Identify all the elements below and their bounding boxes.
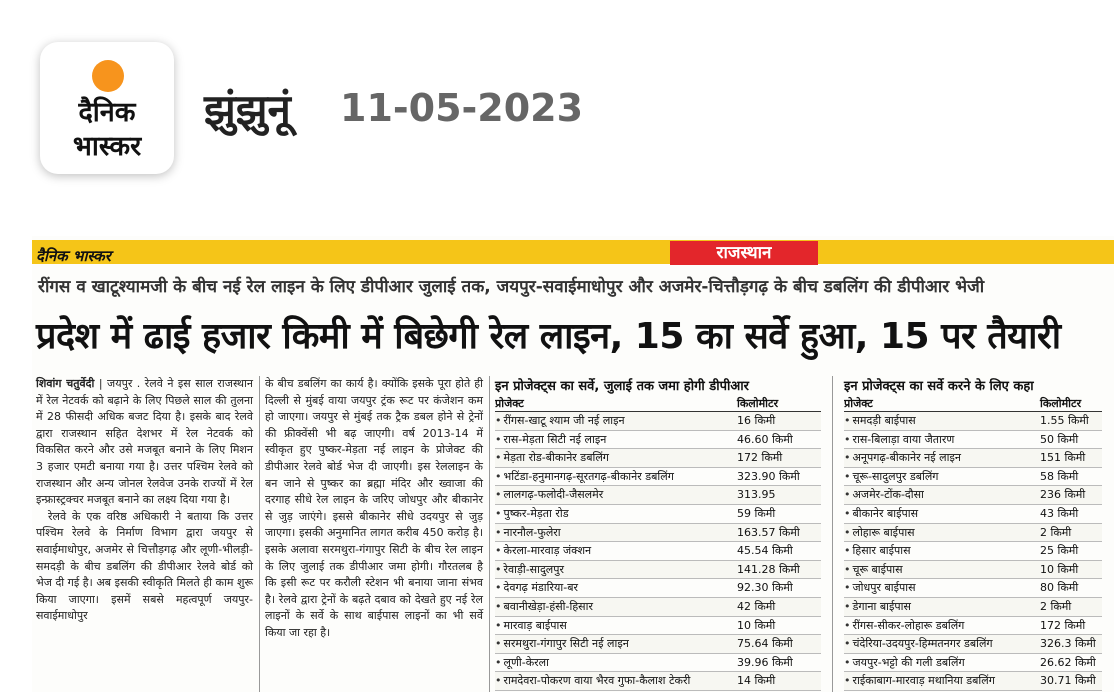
project-km: 14 किमी xyxy=(737,674,776,688)
project-name xyxy=(844,505,1040,523)
project-km: 172 किमी xyxy=(737,451,783,465)
project-km: 2 किमी xyxy=(1040,525,1072,539)
bullet-icon: • xyxy=(495,655,502,669)
project-name-text: जयपुर-भट्टो की गली डबलिंग xyxy=(852,655,965,669)
bullet-icon: • xyxy=(844,451,851,465)
table-row xyxy=(495,524,821,543)
col-header-project: प्रोजेक्ट xyxy=(495,397,524,410)
project-name-text: डेगाना बाईपास xyxy=(852,599,911,613)
project-name xyxy=(495,617,737,635)
project-name xyxy=(495,598,737,616)
project-km: 75.64 किमी xyxy=(737,637,793,651)
project-name xyxy=(495,561,737,579)
bullet-icon: • xyxy=(495,618,502,632)
column-divider xyxy=(259,376,260,692)
bullet-icon: • xyxy=(844,581,851,595)
table-body xyxy=(495,412,821,691)
dainik-bhaskar-logo[interactable] xyxy=(40,42,174,174)
article-column-1 xyxy=(36,376,253,625)
project-km: 50 किमी xyxy=(1040,432,1079,446)
project-name-text: लूणी-केरला xyxy=(503,655,549,669)
project-km: 39.96 किमी xyxy=(737,655,793,669)
table-row xyxy=(495,561,821,580)
bullet-icon: • xyxy=(495,562,502,576)
project-name-text: लालगढ़-फलोदी-जैसलमेर xyxy=(503,488,604,502)
table-row xyxy=(495,486,821,505)
bullet-icon: • xyxy=(844,674,851,688)
bullet-icon: • xyxy=(844,599,851,613)
bullet-icon: • xyxy=(844,488,851,502)
bullet-icon: • xyxy=(844,506,851,520)
project-km: 43 किमी xyxy=(1040,506,1079,520)
project-name xyxy=(844,524,1040,542)
project-name-text: सरमथुरा-गंगापुर सिटी नई लाइन xyxy=(503,637,629,651)
project-name-text: समदड़ी बाईपास xyxy=(852,414,916,427)
sun-icon xyxy=(92,60,124,92)
project-km: 2 किमी xyxy=(1040,599,1072,613)
project-km: 163.57 किमी xyxy=(737,525,800,539)
table-row xyxy=(844,449,1102,468)
project-name xyxy=(844,449,1040,467)
project-name-text: लोहारू बाईपास xyxy=(852,525,915,539)
project-km: 92.30 किमी xyxy=(737,581,793,595)
project-name-text: चूरू बाईपास xyxy=(852,562,903,576)
col-header-km: किलोमीटर xyxy=(737,397,779,410)
col-header-project: प्रोजेक्ट xyxy=(844,397,873,410)
edition-city: झुंझुनूं xyxy=(204,85,291,134)
article-kicker: रींगस व खाटूश्यामजी के बीच नई रेल लाइन के लिए डीपीआर जुलाई तक, जयपुर-सवाईमाधोपुर और अजमेर-चित्तौड़गढ़ के बीच डबलिंग की डीपीआर भेजी xyxy=(38,277,985,297)
table-row xyxy=(844,617,1102,636)
project-km: 59 किमी xyxy=(737,506,776,520)
project-km: 42 किमी xyxy=(737,599,776,613)
table-row xyxy=(495,635,821,654)
bullet-icon: • xyxy=(495,432,502,446)
app-header xyxy=(0,0,1114,235)
bullet-icon: • xyxy=(495,488,502,502)
project-name xyxy=(844,431,1040,449)
table-row xyxy=(844,468,1102,487)
project-name-text: रेवाड़ी-सादुलपुर xyxy=(503,562,564,576)
table-row xyxy=(495,505,821,524)
table-row xyxy=(844,598,1102,617)
project-km: 313.95 xyxy=(737,488,776,502)
project-name-text: चूरू-सादुलपुर डबलिंग xyxy=(852,469,939,483)
project-name xyxy=(495,524,737,542)
bullet-icon: • xyxy=(844,525,851,539)
bullet-icon: • xyxy=(495,469,502,483)
project-name-text: मेड़ता रोड-बीकानेर डबलिंग xyxy=(503,451,609,465)
bullet-icon: • xyxy=(844,562,851,576)
project-name-text: अजमेर-टोंक-दौसा xyxy=(852,488,924,502)
bullet-icon: • xyxy=(844,414,851,427)
page-topband xyxy=(32,240,1114,264)
bullet-icon: • xyxy=(495,581,502,595)
project-name-text: राईकाबाग-मारवाड़ मथानिया डबलिंग xyxy=(852,674,995,688)
bullet-icon: • xyxy=(495,451,502,465)
table-row xyxy=(844,672,1102,691)
project-name xyxy=(495,542,737,560)
project-name-text: रामदेवरा-पोकरण वाया भैरव गुफा-कैलाश टेकरी xyxy=(503,674,691,688)
table-body xyxy=(844,412,1102,691)
bullet-icon: • xyxy=(495,544,502,558)
proposed-survey-table xyxy=(844,376,1102,691)
bullet-icon: • xyxy=(495,637,502,651)
project-name xyxy=(495,579,737,597)
project-name-text: रास-बिलाड़ा वाया जैतारण xyxy=(852,432,955,446)
project-name-text: केरला-मारवाड़ जंक्शन xyxy=(503,544,592,558)
project-km: 236 किमी xyxy=(1040,488,1086,502)
table-row xyxy=(495,449,821,468)
project-name-text: रींगस-सीकर-लोहारू डबलिंग xyxy=(852,618,965,632)
table-row xyxy=(844,486,1102,505)
project-km: 46.60 किमी xyxy=(737,432,793,446)
project-name xyxy=(844,598,1040,616)
project-km: 25 किमी xyxy=(1040,544,1079,558)
project-name xyxy=(844,468,1040,486)
table-row xyxy=(844,579,1102,598)
project-name-text: रींगस-खाटू श्याम जी नई लाइन xyxy=(503,414,625,427)
bullet-icon: • xyxy=(844,637,851,651)
project-name-text: रास-मेड़ता सिटी नई लाइन xyxy=(503,432,607,446)
table-row xyxy=(844,524,1102,543)
project-name-text: देवगढ़ मंडारिया-बर xyxy=(503,581,578,595)
logo-text-line2: भास्कर xyxy=(72,131,142,162)
project-name-text: भटिंडा-हनुमानगढ़-सूरतगढ़-बीकानेर डबलिंग xyxy=(503,469,674,483)
project-name-text: चंदेरिया-उदयपुर-हिम्मतनगर डबलिंग xyxy=(852,637,993,651)
table-header xyxy=(495,396,821,412)
project-name xyxy=(844,635,1040,653)
bullet-icon: • xyxy=(495,506,502,520)
table-row xyxy=(844,505,1102,524)
project-km: 10 किमी xyxy=(1040,562,1079,576)
project-name xyxy=(495,654,737,672)
project-km: 1.55 किमी xyxy=(1040,414,1089,427)
table-title: इन प्रोजेक्ट्स का सर्वे करने के लिए कहा xyxy=(844,379,1034,394)
article-column-2 xyxy=(265,376,483,642)
project-name xyxy=(495,431,737,449)
project-km: 80 किमी xyxy=(1040,581,1079,595)
project-km: 16 किमी xyxy=(737,414,776,427)
project-name xyxy=(495,635,737,653)
table-title: इन प्रोजेक्ट्स का सर्वे, जुलाई तक जमा होगी डीपीआर xyxy=(495,379,749,394)
table-row xyxy=(495,672,821,691)
table-row xyxy=(844,542,1102,561)
edition-date: 11-05-2023 xyxy=(340,86,584,130)
project-km: 151 किमी xyxy=(1040,451,1086,465)
project-km: 326.3 किमी xyxy=(1040,637,1096,651)
project-name xyxy=(495,468,737,486)
project-name-text: मारवाड़ बाईपास xyxy=(503,618,567,632)
bullet-icon: • xyxy=(844,544,851,558)
section-label: राजस्थान xyxy=(670,241,818,265)
project-name-text: पुष्कर-मेड़ता रोड xyxy=(503,506,569,520)
table-row xyxy=(495,468,821,487)
table-row xyxy=(495,579,821,598)
project-name-text: बीकानेर बाईपास xyxy=(852,506,919,520)
survey-projects-table xyxy=(495,376,821,691)
logo-text-line1: दैनिक xyxy=(78,97,136,128)
bullet-icon: • xyxy=(495,599,502,613)
col-header-km: किलोमीटर xyxy=(1040,397,1082,410)
project-name xyxy=(844,672,1040,690)
project-name xyxy=(844,542,1040,560)
project-name xyxy=(844,579,1040,597)
bullet-icon: • xyxy=(844,655,851,669)
article-paragraph: के बीच डबलिंग का कार्य है। क्योंकि इसके पूरा होते ही दिल्ली से मुंबई वाया जयपुर ट्रंक रूट पर कंजेशन कम हो जाएगा। जयपुर से मुंबई तक ट्रैक डबल होने से ट्रेनों की फ्रीक्वेंसी भी बढ़ जाएगी। वर्ष 2013-14 में स्वीकृत हुए पुष्कर-मेड़ता नई लाइन के प्रोजेक्ट की डीपीआर रेलवे बोर्ड भेज दी जाएगी। इस रेललाइन के बन जाने से पुष्कर का ब्रह्मा मंदिर और ख्वाजा की दरगाह सीधे रेल लाइन के जरिए जोधपुर और बीकानेर से जुड़ जाएंगे। इससे बीकानेर सीधे उदयपुर से जुड़ जाएगा। इसकी अनुमानित लागत करीब 450 करोड़ है। इसके अलावा सरमथुरा-गंगापुर सिटी के बीच रेल लाइन के लिए जुलाई तक डीपीआर जमा होगी। गौरतलब है कि इसी रूट पर करौली स्टेशन भी बनाया जाना संभव है। रेलवे द्वारा ट्रेनों के बढ़ते दबाव को देखते हुए नई रेल लाइनों के सर्वे के साथ बाईपास लाइनों का भी सर्वे किया जा रहा है। xyxy=(265,377,483,639)
project-km: 323.90 किमी xyxy=(737,469,800,483)
project-name-text: नारनौल-फुलेरा xyxy=(503,525,561,539)
project-name xyxy=(495,505,737,523)
project-name-text: अनूपगढ़-बीकानेर नई लाइन xyxy=(852,451,961,465)
newspaper-page xyxy=(32,236,1114,692)
article-paragraph: | जयपुर . रेलवे ने इस साल राजस्थान में रेल नेटवर्क को बढ़ाने के लिए पिछले साल की तुलना में 28 फीसदी अधिक बजट दिया है। इसके बाद रेलवे द्वारा राजस्थान सहित देशभर में रेल नेटवर्क को विकसित करने और उसे मजबूत बनाने के लिए मिशन 3 हजार एमटी बनाया गया है। उत्तर पश्चिम रेलवे को राजस्थान और अन्य जोनल रेलवेज उनके राज्यों में रेल इन्फ्रास्ट्रक्चर मजबूत बनाने का लक्ष्य दिया गया है। xyxy=(36,377,253,507)
project-name xyxy=(495,412,737,430)
band-brand: दैनिक भास्कर xyxy=(36,247,111,265)
byline: शिवांग चतुर्वेदी xyxy=(36,377,95,390)
table-row xyxy=(495,598,821,617)
table-row xyxy=(495,431,821,450)
table-row xyxy=(495,542,821,561)
project-name-text: बवानीखेड़ा-हंसी-हिसार xyxy=(503,599,593,613)
bullet-icon: • xyxy=(844,618,851,632)
project-name xyxy=(495,449,737,467)
project-name xyxy=(495,672,737,690)
project-name-text: हिसार बाईपास xyxy=(852,544,911,558)
article-headline: प्रदेश में ढाई हजार किमी में बिछेगी रेल लाइन, 15 का सर्वे हुआ, 15 पर तैयारी xyxy=(36,316,1061,357)
table-row xyxy=(844,654,1102,673)
table-row xyxy=(495,412,821,431)
project-km: 45.54 किमी xyxy=(737,544,793,558)
project-km: 26.62 किमी xyxy=(1040,655,1096,669)
project-name xyxy=(844,561,1040,579)
column-divider xyxy=(489,376,490,692)
table-row xyxy=(495,654,821,673)
bullet-icon: • xyxy=(495,525,502,539)
column-divider xyxy=(832,376,833,692)
bullet-icon: • xyxy=(495,414,502,427)
project-name xyxy=(844,412,1040,430)
table-header xyxy=(844,396,1102,412)
project-name xyxy=(844,486,1040,504)
project-name xyxy=(495,486,737,504)
table-row xyxy=(844,431,1102,450)
project-km: 10 किमी xyxy=(737,618,776,632)
project-km: 172 किमी xyxy=(1040,618,1086,632)
table-row xyxy=(495,617,821,636)
bullet-icon: • xyxy=(495,674,502,688)
bullet-icon: • xyxy=(844,432,851,446)
project-name xyxy=(844,617,1040,635)
project-km: 58 किमी xyxy=(1040,469,1079,483)
project-km: 141.28 किमी xyxy=(737,562,800,576)
article-paragraph: रेलवे के एक वरिष्ठ अधिकारी ने बताया कि उत्तर पश्चिम रेलवे के निर्माण विभाग द्वारा जयपुर से सवाईमाधोपुर, अजमेर से चित्तौड़गढ़ और लूणी-भीलड़ी-समदड़ी के बीच डबलिंग की डीपीआर रेलवे बोर्ड को भेज दी गई है। अब इसकी स्वीकृति मिलते ही काम शुरू किया जाएगा। इसमें सबसे महत्वपूर्ण जयपुर-सवाईमाधोपुर xyxy=(36,509,253,623)
bullet-icon: • xyxy=(844,469,851,483)
project-km: 30.71 किमी xyxy=(1040,674,1096,688)
table-row xyxy=(844,412,1102,431)
table-row xyxy=(844,561,1102,580)
project-name xyxy=(844,654,1040,672)
table-row xyxy=(844,635,1102,654)
project-name-text: जोधपुर बाईपास xyxy=(852,581,916,595)
